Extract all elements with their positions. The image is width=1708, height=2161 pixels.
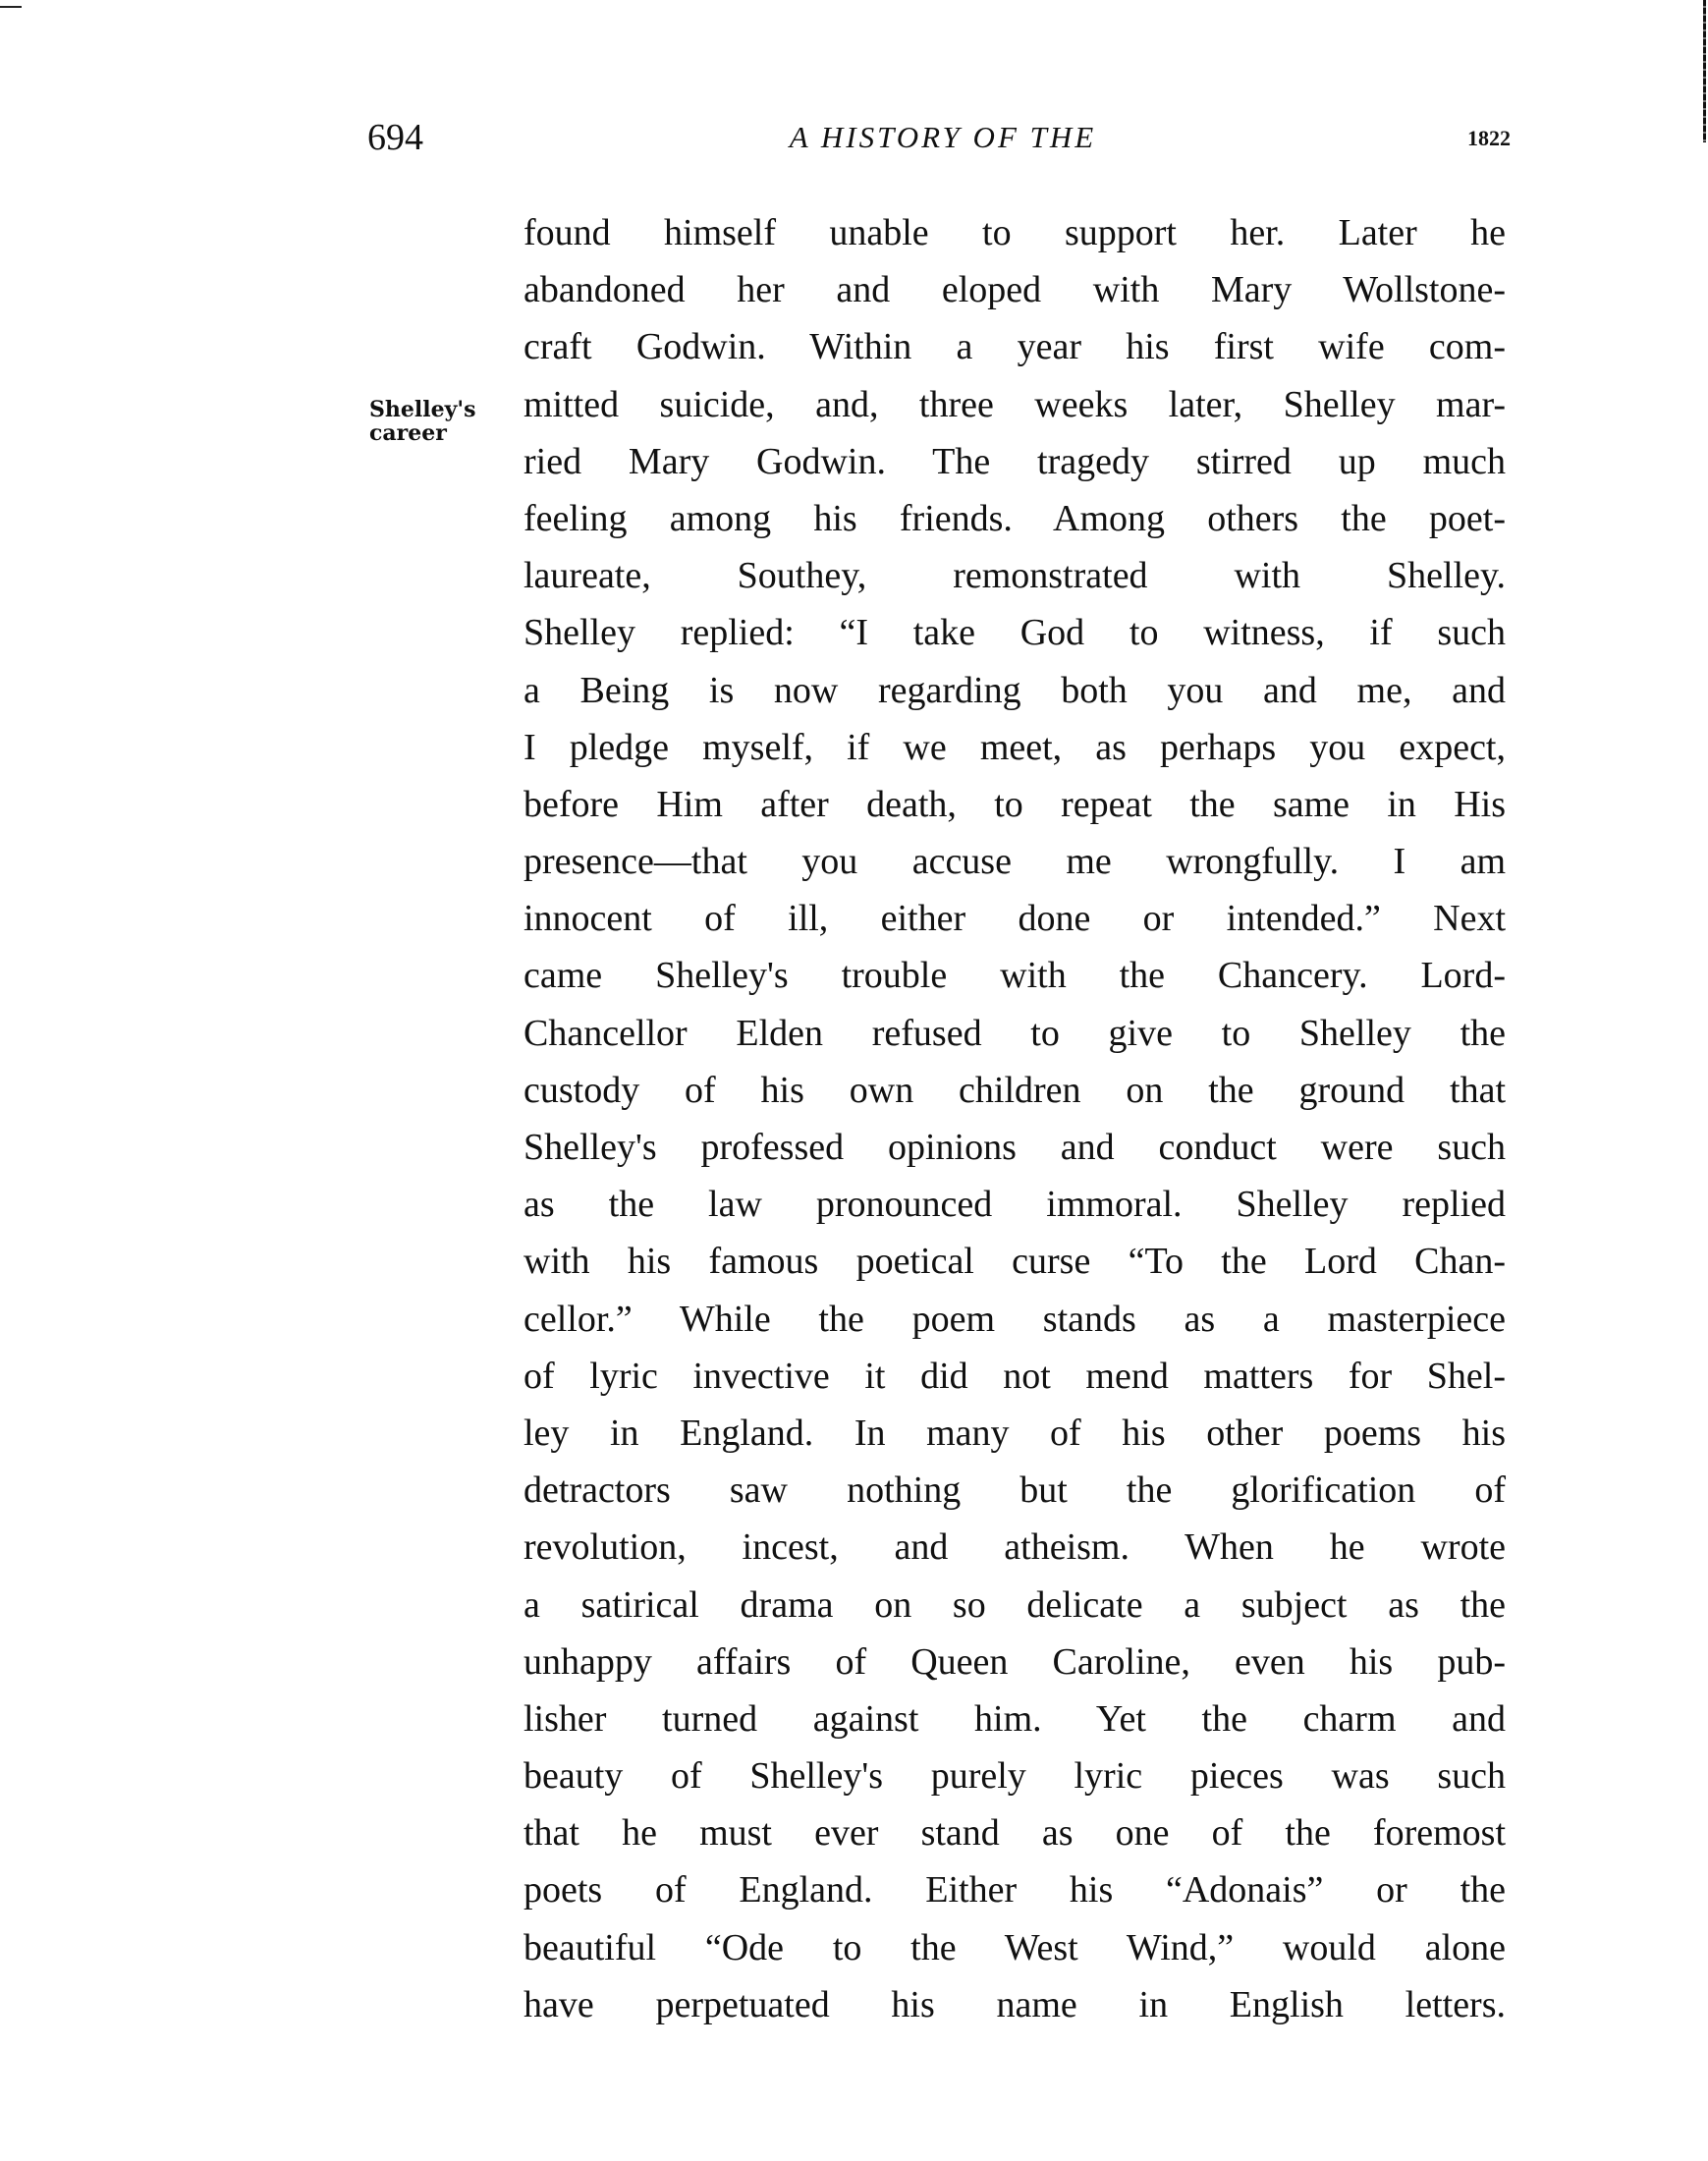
scan-mark [0, 6, 22, 8]
page-number: 694 [367, 117, 423, 158]
text-line: craft Godwin. Within a year his first wife com- [523, 326, 1506, 368]
text-line: Shelley's professed opinions and conduct were such [523, 1127, 1506, 1168]
text-line: have perpetuated his name in English letters. [523, 1983, 1506, 2025]
text-line: of lyric invective it did not mend matters for Shel- [523, 1355, 1506, 1397]
margin-note-line: career [369, 420, 447, 446]
text-line: I pledge myself, if we meet, as perhaps you expect, [523, 726, 1506, 768]
text-line: a satirical drama on so delicate a subject as the [523, 1583, 1506, 1626]
text-line: before Him after death, to repeat the same in His [523, 783, 1506, 825]
header-year: 1822 [1467, 126, 1511, 150]
text-line: beautiful “Ode to the West Wind,” would alone [523, 1926, 1506, 1968]
text-line: as the law pronounced immoral. Shelley replied [523, 1184, 1506, 1226]
text-line: beauty of Shelley's purely lyric pieces was such [523, 1755, 1506, 1798]
text-line: unhappy affairs of Queen Caroline, even his pub- [523, 1640, 1506, 1683]
text-line: cellor.” While the poem stands as a masterpiece [523, 1298, 1506, 1340]
text-line: came Shelley's trouble with the Chancery. Lord- [523, 955, 1506, 997]
text-line: detractors saw nothing but the glorification of [523, 1469, 1506, 1512]
text-line: innocent of ill, either done or intended.” Next [523, 898, 1506, 940]
text-line: ley in England. In many of his other poems his [523, 1412, 1506, 1454]
body-text [523, 204, 1506, 2033]
text-line: a Being is now regarding both you and me, and [523, 669, 1506, 711]
text-line: presence—that you accuse me wrongfully. I am [523, 841, 1506, 883]
text-line: abandoned her and eloped with Mary Wollstone- [523, 269, 1506, 311]
text-line: lisher turned against him. Yet the charm and [523, 1697, 1506, 1740]
running-title: A HISTORY OF THE [789, 120, 1097, 154]
text-line: ried Mary Godwin. The tragedy stirred up much [523, 440, 1506, 482]
text-line: with his famous poetical curse “To the Lord Chan- [523, 1241, 1506, 1283]
margin-note [369, 398, 476, 445]
margin-note-line: Shelley's [369, 397, 476, 422]
text-line: Shelley replied: “I take God to witness, if such [523, 612, 1506, 654]
text-line: mitted suicide, and, three weeks later, Shelley mar- [523, 383, 1506, 425]
text-line: feeling among his friends. Among others the poet- [523, 497, 1506, 539]
text-line: found himself unable to support her. Later he [523, 212, 1506, 253]
text-line: Chancellor Elden refused to give to Shelley the [523, 1012, 1506, 1054]
text-line: revolution, incest, and atheism. When he wrote [523, 1526, 1506, 1569]
page-edge [1703, 0, 1706, 142]
text-line: custody of his own children on the ground that [523, 1069, 1506, 1111]
text-line: that he must ever stand as one of the foremost [523, 1812, 1506, 1855]
text-line: poets of England. Either his “Adonais” or the [523, 1869, 1506, 1912]
text-line: laureate, Southey, remonstrated with Shelley. [523, 555, 1506, 597]
